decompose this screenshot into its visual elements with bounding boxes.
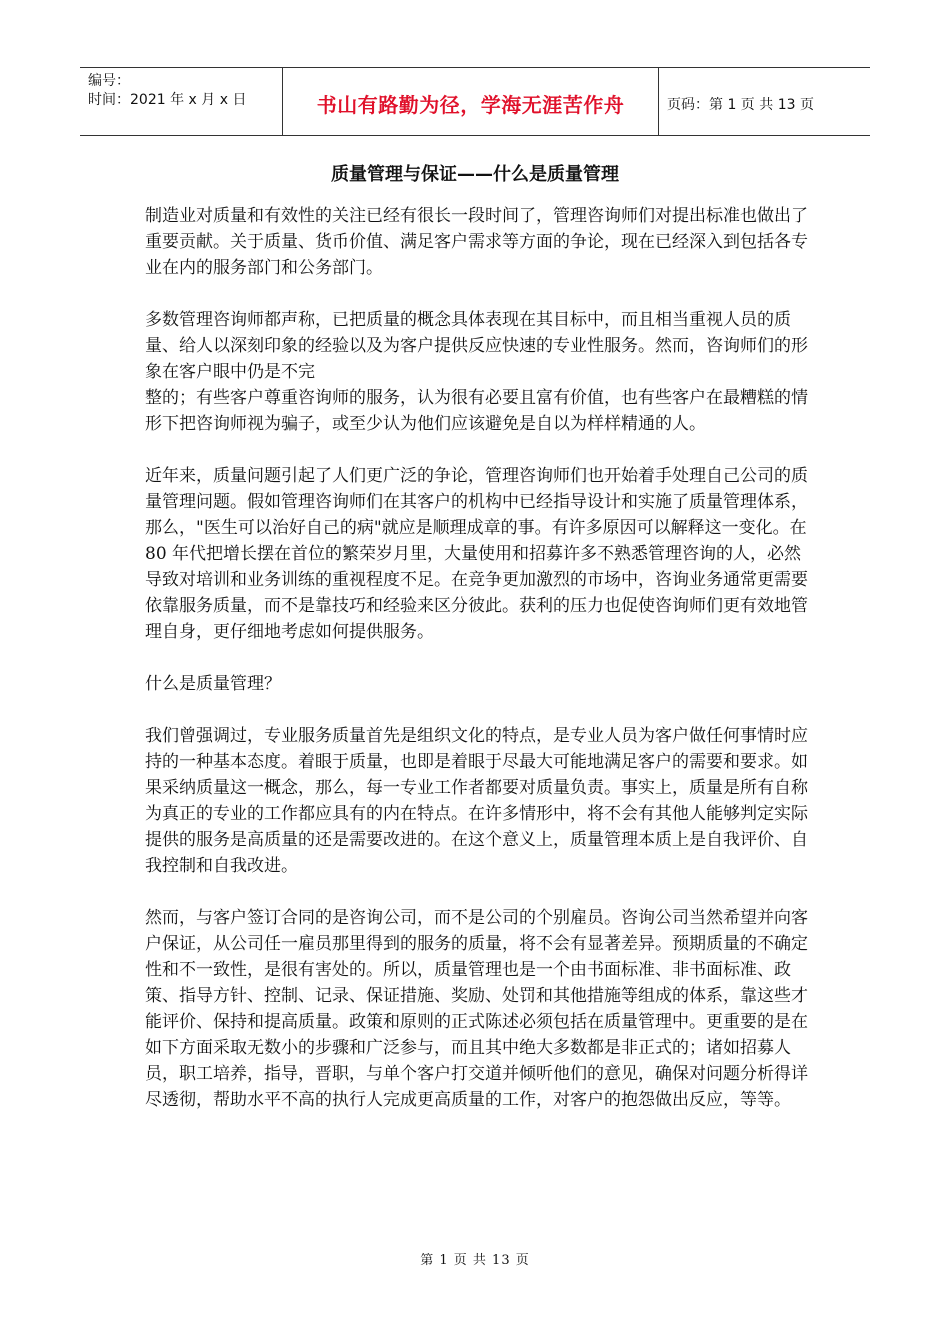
document-date: 时间：2021 年 x 月 x 日	[88, 92, 247, 108]
page-header	[80, 67, 870, 136]
header-page-info: 页码：第 1 页 共 13 页	[667, 96, 814, 113]
paragraph-2: 多数管理咨询师都声称，已把质量的概念具体表现在其目标中，而且相当重视人员的质量、给人以深刻印象的经验以及为客户提供反应快速的专业性服务。然而，咨询师们的形象在客户眼中仍是不完	[145, 310, 808, 382]
paragraph-2-continued: 整的；有些客户尊重咨询师的服务，认为很有必要且富有价值，也有些客户在最糟糕的情形下把咨询师视为骗子，或至少认为他们应该避免是自以为样样精通的人。	[145, 388, 808, 434]
header-motto-cell	[283, 68, 659, 135]
paragraph-4: 我们曾强调过，专业服务质量首先是组织文化的特点，是专业人员为客户做任何事情时应持的一种基本态度。着眼于质量，也即是着眼于尽最大可能地满足客户的需要和要求。如果采纳质量这一概念，那么，每一专业工作者都要对质量负责。事实上，质量是所有自称为真正的专业的工作都应具有的内在特点。在许多情形中，将不会有其他人能够判定实际提供的服务是高质量的还是需要改进的。在这个意义上，质量管理本质上是自我评价、自我控制和自我改进。	[145, 726, 808, 876]
document-title: 质量管理与保证——什么是质量管理	[331, 164, 619, 185]
header-meta	[80, 68, 283, 135]
document-body	[145, 203, 810, 1139]
paragraph-3: 近年来，质量问题引起了人们更广泛的争论，管理咨询师们也开始着手处理自己公司的质量管理问题。假如管理咨询师们在其客户的机构中已经指导设计和实施了质量管理体系，那么，"医生可以治好自己的病"就应是顺理成章的事。有许多原因可以解释这一变化。在 80 年代把增长摆在首位的繁荣岁月里，大量使用和招募许多不熟悉管理咨询的人，必然导致对培训和业务训练的重视程度不足。在竞争更加激烈的市场中，咨询业务通常更需要依靠服务质量，而不是靠技巧和经验来区分彼此。获利的压力也促使咨询师们更有效地管理自身，更仔细地考虑如何提供服务。	[145, 466, 808, 642]
paragraph-5: 然而，与客户签订合同的是咨询公司，而不是公司的个别雇员。咨询公司当然希望并向客户保证，从公司任一雇员那里得到的服务的质量，将不会有显著差异。预期质量的不确定性和不一致性，是很有害处的。所以，质量管理也是一个由书面标准、非书面标准、政策、指导方针、控制、记录、保证措施、奖励、处罚和其他措施等组成的体系，靠这些才能评价、保持和提高质量。政策和原则的正式陈述必须包括在质量管理中。更重要的是在如下方面采取无数小的步骤和广泛参与，而且其中绝大多数都是非正式的；诸如招募人员，职工培养，指导，晋职，与单个客户打交道并倾听他们的意见，确保对问题分析得详尽透彻，帮助水平不高的执行人完成更高质量的工作，对客户的抱怨做出反应，等等。	[145, 908, 808, 1110]
paragraph-1: 制造业对质量和有效性的关注已经有很长一段时间了，管理咨询师们对提出标准也做出了重要贡献。关于质量、货币价值、满足客户需求等方面的争论，现在已经深入到包括各专业在内的服务部门和公务部门。	[145, 206, 808, 278]
document-number-label: 编号：	[88, 73, 130, 89]
header-motto: 书山有路勤为径，学海无涯苦作舟	[316, 93, 625, 117]
section-heading: 什么是质量管理？	[145, 674, 281, 694]
header-page-info-cell	[659, 68, 870, 135]
page-footer: 第 1 页 共 13 页	[420, 1253, 530, 1268]
